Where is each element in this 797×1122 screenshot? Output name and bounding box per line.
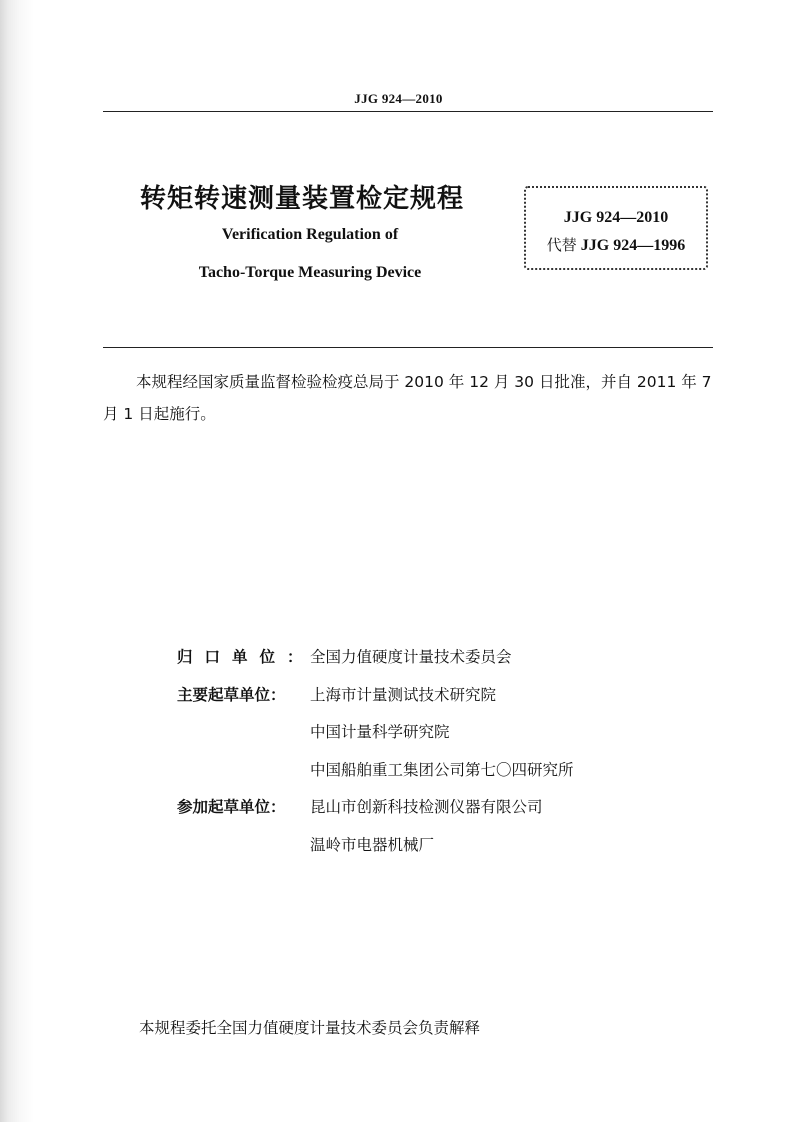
replaces-code-line <box>526 234 706 255</box>
interpretation-note: 本规程委托全国力值硬度计量技术委员会负责解释 <box>139 1019 481 1037</box>
approval-statement: 本规程经国家质量监督检验检疫总局于 2010 年 12 月 30 日批准，并自 2011 年 7 月 1 日起施行。 <box>103 373 712 423</box>
main-drafting-unit: 中国船舶重工集团公司第七〇四研究所 <box>310 760 574 779</box>
main-drafting-unit: 上海市计量测试技术研究院 <box>310 685 497 704</box>
participating-label: 参加起草单位： <box>177 798 286 816</box>
title-english-line1: Verification Regulation of <box>221 226 399 243</box>
running-header-code: JJG 924—2010 <box>354 91 443 106</box>
main-drafting-unit: 中国计量科学研究院 <box>310 723 450 741</box>
title-chinese: 转矩转速测量装置检定规程 <box>140 184 465 214</box>
regulation-code-box <box>524 186 708 270</box>
participating-unit: 温岭市电器机械厂 <box>310 835 435 854</box>
header-rule <box>103 111 713 112</box>
scan-page-edge <box>0 0 34 1122</box>
regulation-code: JJG 924—2010 <box>563 209 669 226</box>
participating-unit: 昆山市创新科技检测仪器有限公司 <box>310 798 543 816</box>
responsible-unit-label: 归口单位： <box>177 648 315 666</box>
replaces-label: 代替 <box>546 236 577 254</box>
replaces-code: JJG 924—1996 <box>580 237 686 254</box>
main-drafting-label: 主要起草单位： <box>177 685 286 704</box>
section-rule <box>103 347 713 348</box>
responsible-unit-value: 全国力值硬度计量技术委员会 <box>310 648 512 666</box>
title-english-line2: Tacho-Torque Measuring Device <box>198 264 422 281</box>
